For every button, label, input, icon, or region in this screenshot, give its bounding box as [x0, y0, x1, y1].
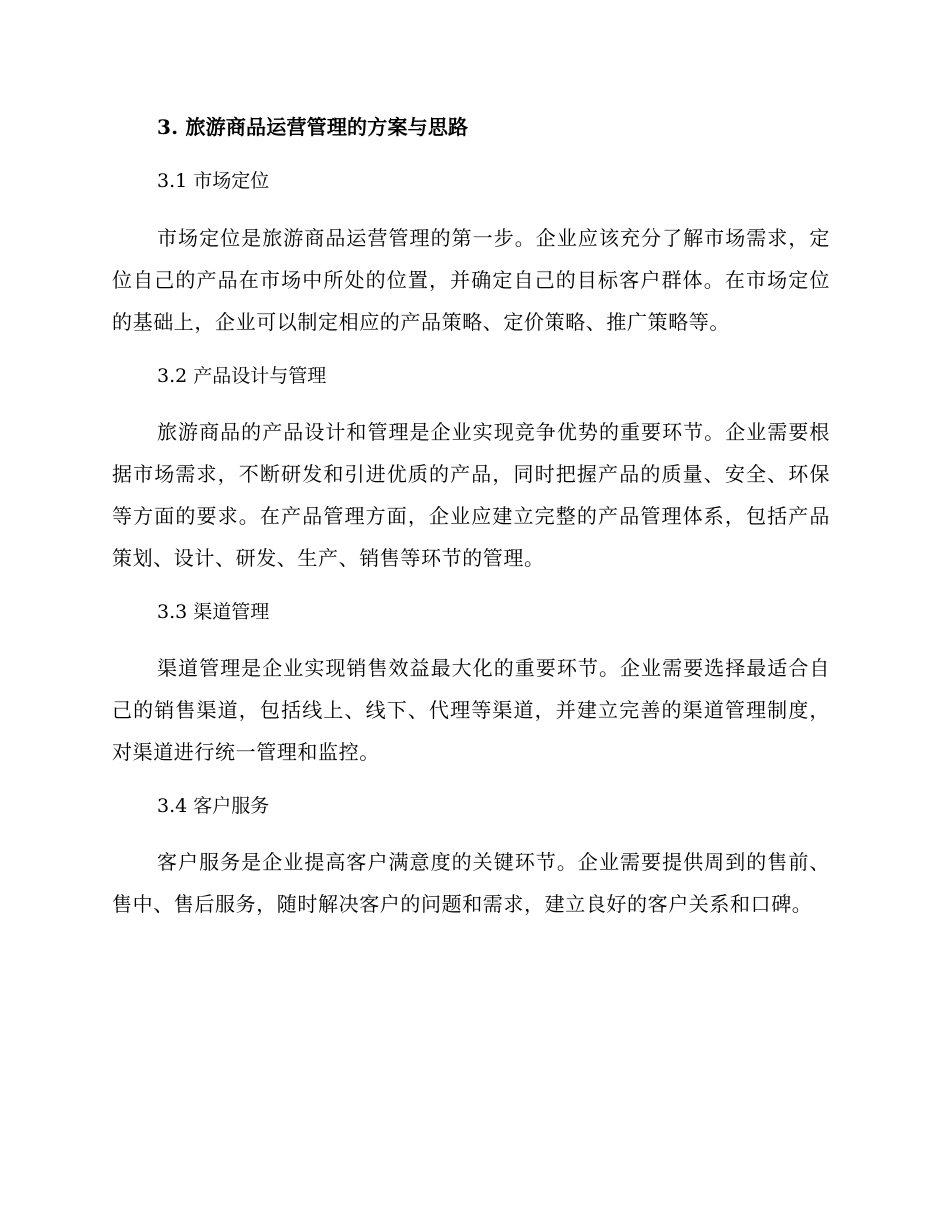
- paragraph: 旅游商品的产品设计和管理是企业实现竞争优势的重要环节。企业需要根据市场需求，不断研发和引进优质的产品，同时把握产品的质量、安全、环保等方面的要求。在产品管理方面，企业应建立完整的产品管理体系，包括产品策划、设计、研发、生产、销售等环节的管理。: [112, 420, 830, 570]
- section-heading-market-positioning: 3.1 市场定位: [157, 170, 270, 192]
- section-body-market-positioning: [112, 217, 830, 343]
- section-body-customer-service: [112, 841, 830, 925]
- section-heading-product-design: 3.2 产品设计与管理: [157, 365, 327, 387]
- paragraph: 客户服务是企业提高客户满意度的关键环节。企业需要提供周到的售前、售中、售后服务，随时解决客户的问题和需求，建立良好的客户关系和口碑。: [112, 850, 830, 916]
- paragraph: 渠道管理是企业实现销售效益最大化的重要环节。企业需要选择最适合自己的销售渠道，包括线上、线下、代理等渠道，并建立完善的渠道管理制度，对渠道进行统一管理和监控。: [112, 656, 830, 764]
- paragraph: 市场定位是旅游商品运营管理的第一步。企业应该充分了解市场需求，定位自己的产品在市场中所处的位置，并确定自己的目标客户群体。在市场定位的基础上，企业可以制定相应的产品策略、定价策略、推广策略等。: [112, 226, 830, 334]
- section-heading-channel-management: 3.3 渠道管理: [157, 601, 270, 623]
- section-body-channel-management: [112, 647, 830, 773]
- section-body-product-design: [112, 411, 830, 579]
- main-heading: 3. 旅游商品运营管理的方案与思路: [157, 115, 469, 139]
- section-heading-customer-service: 3.4 客户服务: [157, 795, 270, 817]
